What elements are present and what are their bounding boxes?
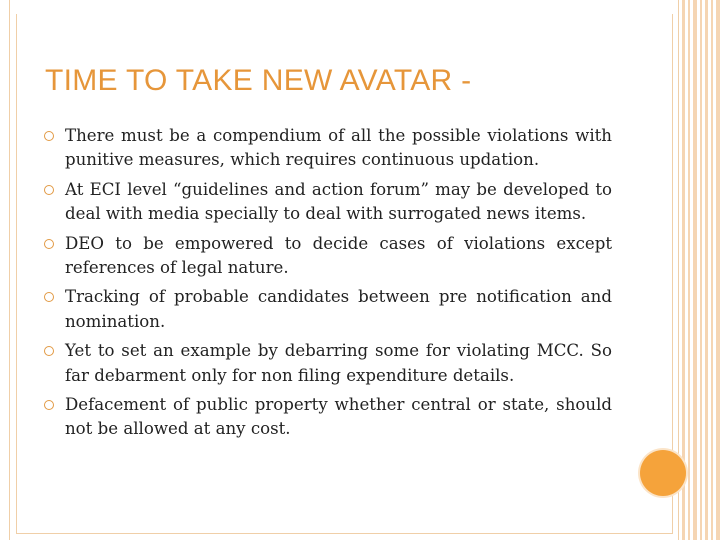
bullet-item [44, 393, 612, 442]
bullet-circle-icon [44, 400, 54, 410]
bullet-item [44, 339, 612, 388]
bullet-text: Yet to set an example by debarring some for violating MCC. So far debarment only for non filing expenditure details. [65, 341, 612, 385]
bullet-item [44, 232, 612, 281]
bullet-text: Tracking of probable candidates between pre notification and nomination. [65, 287, 612, 331]
bullet-circle-icon [44, 185, 54, 195]
decorative-stripes [682, 0, 720, 540]
bullet-text: At ECI level “guidelines and action forum” may be developed to deal with media specially to deal with surrogated news items. [65, 179, 612, 224]
bullet-item [44, 124, 612, 173]
bullet-circle-icon [44, 346, 54, 356]
bullet-text: Defacement of public property whether central or state, should not be allowed at any cost. [65, 395, 612, 439]
bullet-item [44, 285, 612, 334]
slide-title: TIME TO TAKE NEW AVATAR - [45, 64, 472, 97]
bullet-circle-icon [44, 131, 54, 141]
bullet-text: DEO to be empowered to decide cases of violations except references of legal nature. [65, 233, 612, 278]
bullet-list [44, 124, 612, 447]
bullet-circle-icon [44, 239, 54, 249]
bullet-item [44, 178, 612, 227]
bullet-circle-icon [44, 292, 54, 302]
decorative-circle-icon [640, 450, 686, 496]
bullet-text: There must be a compendium of all the possible violations with punitive measures, which requires continuous updation. [65, 126, 612, 170]
